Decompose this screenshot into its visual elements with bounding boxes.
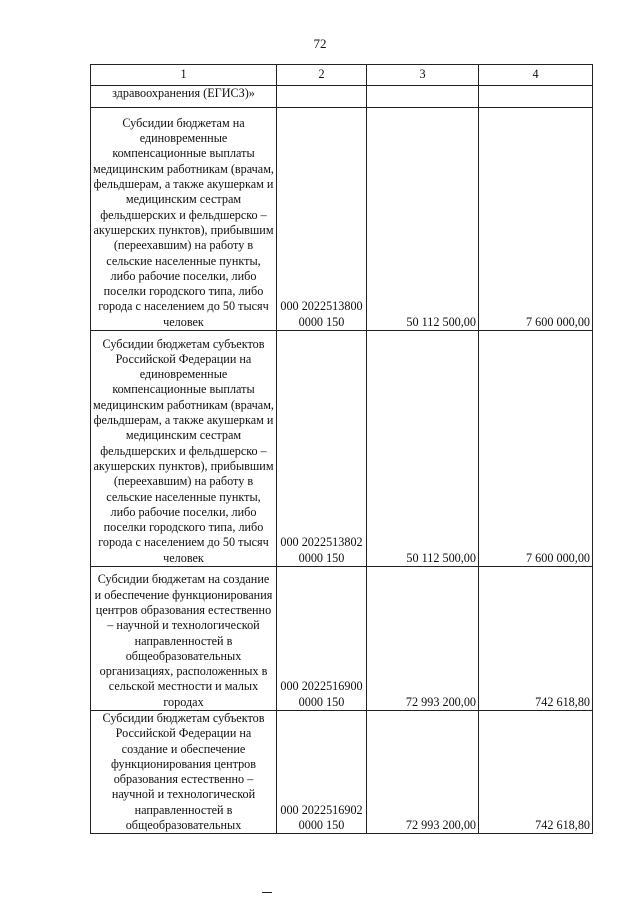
column-header: 1 bbox=[91, 65, 277, 86]
column-header: 4 bbox=[479, 65, 593, 86]
row-description: здравоохранения (ЕГИСЗ)» bbox=[91, 86, 277, 108]
row-amount-col3: 72 993 200,00 bbox=[367, 567, 479, 711]
row-code: 000 2022513800 0000 150 bbox=[277, 108, 367, 331]
row-amount-col3: 50 112 500,00 bbox=[367, 108, 479, 331]
row-description: Субсидии бюджетам субъектов Российской Федерации на единовременные компенсационные выплаты медицинским работникам (врачам, фельдшерам, а также акушеркам и медицинским сестрам фельдшерских и фельдшерско – акушерских пунктов), прибывшим (переехавшим) на работу в сельские населенные пункты, либо рабочие поселки, либо поселки городского типа, либо города с населением до 50 тысяч человек bbox=[91, 331, 277, 567]
row-amount-col4: 7 600 000,00 bbox=[479, 108, 593, 331]
row-code: 000 2022513802 0000 150 bbox=[277, 331, 367, 567]
row-description: Субсидии бюджетам на единовременные компенсационные выплаты медицинским работникам (врачам, фельдшерам, а также акушеркам и медицинским сестрам фельдшерских и фельдшерско – акушерских пунктов), прибывшим (переехавшим) на работу в сельские населенные пункты, либо рабочие поселки, либо поселки городского типа, либо города с населением до 50 тысяч человек bbox=[91, 108, 277, 331]
row-amount-col3: 50 112 500,00 bbox=[367, 331, 479, 567]
row-code bbox=[277, 86, 367, 108]
row-description: Субсидии бюджетам субъектов Российской Федерации на создание и обеспечение функционирования центров образования естественно – научной и технологической направленностей в общеобразовательных bbox=[91, 711, 277, 834]
row-amount-col4: 7 600 000,00 bbox=[479, 331, 593, 567]
footer-dash bbox=[262, 892, 272, 893]
column-header: 2 bbox=[277, 65, 367, 86]
table-row bbox=[91, 86, 593, 108]
row-amount-col3: 72 993 200,00 bbox=[367, 711, 479, 834]
table-row bbox=[91, 567, 593, 711]
budget-table bbox=[90, 64, 593, 834]
table-row bbox=[91, 331, 593, 567]
row-amount-col3 bbox=[367, 86, 479, 108]
column-header: 3 bbox=[367, 65, 479, 86]
row-amount-col4: 742 618,80 bbox=[479, 567, 593, 711]
row-description: Субсидии бюджетам на создание и обеспечение функционирования центров образования естественно – научной и технологической направленностей в общеобразовательных организациях, расположенных в сельской местности и малых городах bbox=[91, 567, 277, 711]
row-code: 000 2022516902 0000 150 bbox=[277, 711, 367, 834]
row-amount-col4 bbox=[479, 86, 593, 108]
table-row bbox=[91, 108, 593, 331]
row-amount-col4: 742 618,80 bbox=[479, 711, 593, 834]
table-row bbox=[91, 711, 593, 834]
page-number: 72 bbox=[313, 36, 327, 51]
table-header-row bbox=[91, 65, 593, 86]
row-code: 000 2022516900 0000 150 bbox=[277, 567, 367, 711]
